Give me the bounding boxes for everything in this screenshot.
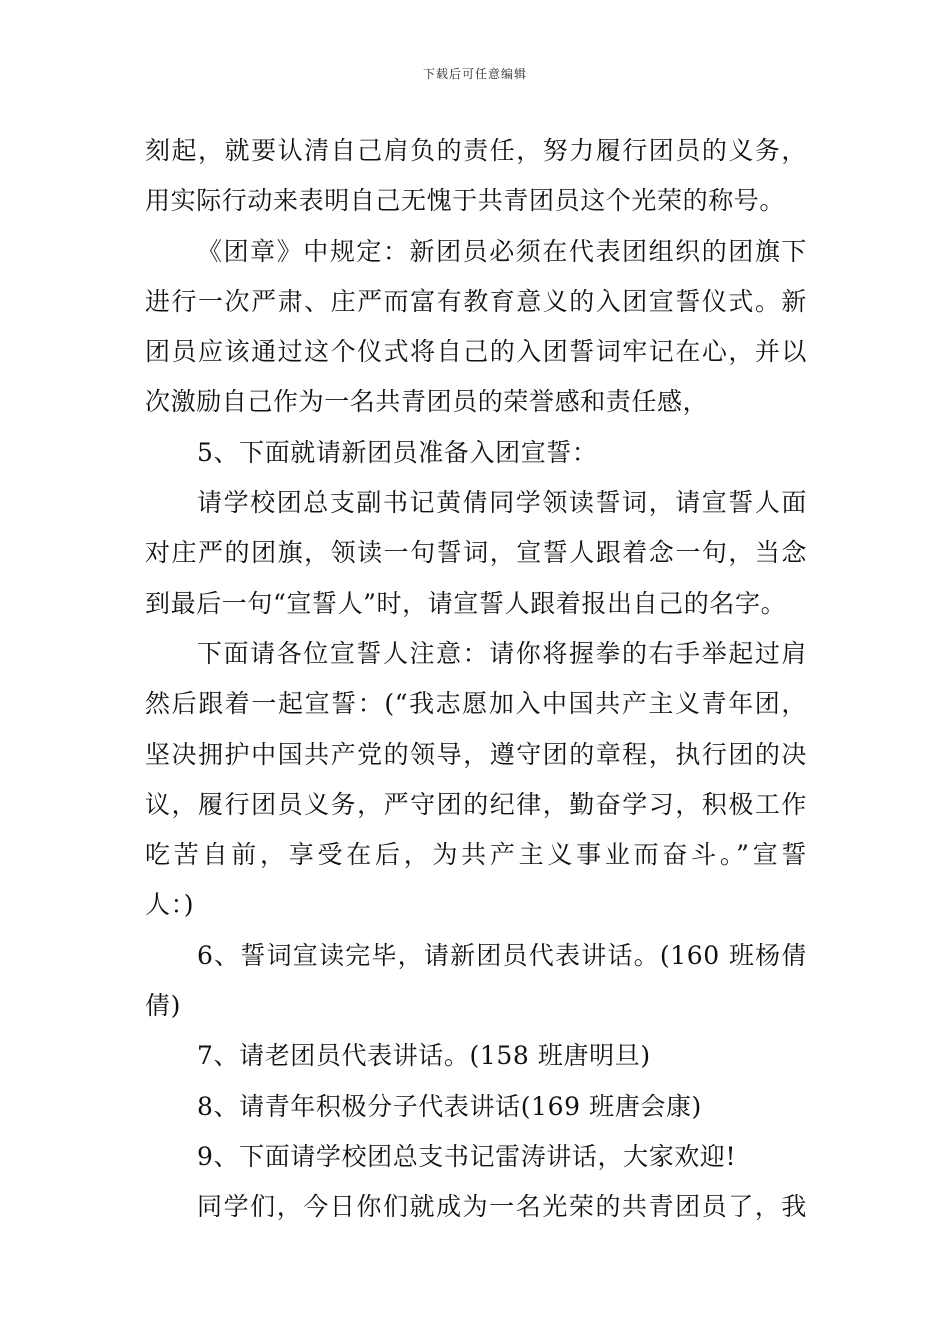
text-line: 进行一次严肃、庄严而富有教育意义的入团宣誓仪式。新 xyxy=(145,286,807,316)
text-line: 吃苦自前，享受在后，为共产主义事业而奋斗。”宣誓 xyxy=(145,840,807,870)
text-line: 6、誓词宣读完毕，请新团员代表讲话。(160 班杨倩 xyxy=(197,940,807,970)
text-line: 到最后一句“宣誓人”时，请宣誓人跟着报出自己的名字。 xyxy=(145,588,787,618)
page-header-note: 下载后可任意编辑 xyxy=(422,67,527,81)
text-line: 议，履行团员义务，严守团的纪律，勤奋学习，积极工作 xyxy=(145,789,807,819)
text-line: 次激励自己作为一名共青团员的荣誉感和责任感， xyxy=(145,387,709,417)
text-line: 用实际行动来表明自己无愧于共青团员这个光荣的称号。 xyxy=(145,186,786,216)
text-line: 《团章》中规定：新团员必须在代表团组织的团旗下 xyxy=(197,236,807,266)
text-line: 坚决拥护中国共产党的领导，遵守团的章程，执行团的决 xyxy=(145,739,807,769)
text-line: 倩) xyxy=(145,991,181,1021)
text-line: 刻起，就要认清自己肩负的责任，努力履行团员的义务， xyxy=(145,136,807,165)
text-line: 请学校团总支副书记黄倩同学领读誓词，请宣誓人面 xyxy=(197,488,807,518)
text-line: 然后跟着一起宣誓：(“我志愿加入中国共产主义青年团， xyxy=(145,689,807,719)
text-line: 5、下面就请新团员准备入团宣誓： xyxy=(197,437,598,467)
text-line: 团员应该通过这个仪式将自己的入团誓词牢记在心，并以 xyxy=(145,337,807,367)
text-line: 7、请老团员代表讲话。(158 班唐明旦) xyxy=(197,1041,651,1071)
text-line: 同学们，今日你们就成为一名光荣的共青团员了，我 xyxy=(197,1192,807,1222)
text-line: 下面请各位宣誓人注意：请你将握拳的右手举起过肩 xyxy=(197,638,807,668)
document-body xyxy=(145,126,807,1233)
text-line: 人：) xyxy=(145,890,195,920)
text-line: 对庄严的团旗，领读一句誓词，宣誓人跟着念一句，当念 xyxy=(145,538,807,568)
text-line: 8、请青年积极分子代表讲话(169 班唐会康) xyxy=(197,1091,702,1121)
text-line: 9、下面请学校团总支书记雷涛讲话，大家欢迎! xyxy=(197,1141,737,1171)
